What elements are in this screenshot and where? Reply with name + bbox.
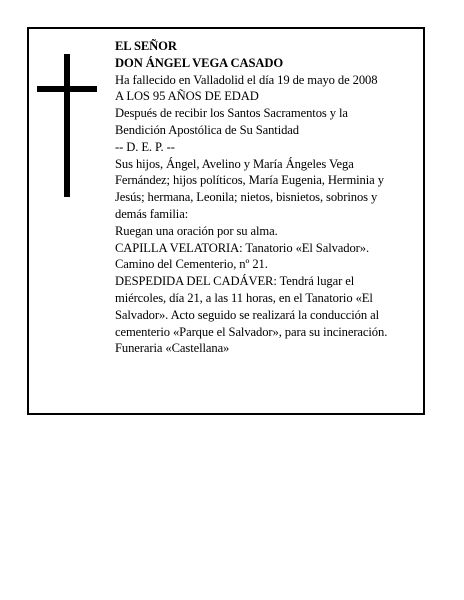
- family-line-2: Fernández; hijos políticos, María Eugenia, Herminia y: [115, 173, 384, 188]
- honorific-line: EL SEÑOR: [115, 39, 177, 53]
- age-line: A LOS 95 AÑOS DE EDAD: [115, 89, 259, 104]
- family-line-1: Sus hijos, Ángel, Avelino y María Ángeles Vega: [115, 156, 354, 171]
- farewell-line-1: DESPEDIDA DEL CADÁVER: Tendrá lugar el: [115, 274, 355, 289]
- cross-vertical-bar: [64, 54, 70, 197]
- farewell-line-4: cementerio «Parque el Salvador», para su incineración.: [115, 324, 388, 339]
- sacraments-line-1: Después de recibir los Santos Sacramentos y la: [115, 106, 348, 121]
- wake-address-line: Camino del Cementerio, nº 21.: [115, 257, 268, 272]
- sacraments-line-2: Bendición Apostólica de Su Santidad: [115, 122, 299, 137]
- death-notice-line: Ha fallecido en Valladolid el día 19 de mayo de 2008: [115, 72, 378, 87]
- cross-horizontal-bar: [37, 86, 97, 92]
- farewell-line-3: Salvador». Acto seguido se realizará la conducción al: [115, 307, 379, 322]
- wake-chapel-line: CAPILLA VELATORIA: Tanatorio «El Salvador».: [115, 240, 370, 255]
- obituary-text: [115, 38, 420, 357]
- prayer-request-line: Ruegan una oración por su alma.: [115, 223, 278, 238]
- rip-line: -- D. E. P. --: [115, 139, 175, 154]
- family-line-3: Jesús; hermana, Leonila; nietos, bisnietos, sobrinos y: [115, 190, 378, 205]
- deceased-name: DON ÁNGEL VEGA CASADO: [115, 55, 284, 70]
- funeral-home-line: Funeraria «Castellana»: [115, 341, 230, 356]
- family-line-4: demás familia:: [115, 206, 189, 221]
- farewell-line-2: miércoles, día 21, a las 11 horas, en el Tanatorio «El: [115, 290, 373, 305]
- cross-icon: [37, 54, 97, 197]
